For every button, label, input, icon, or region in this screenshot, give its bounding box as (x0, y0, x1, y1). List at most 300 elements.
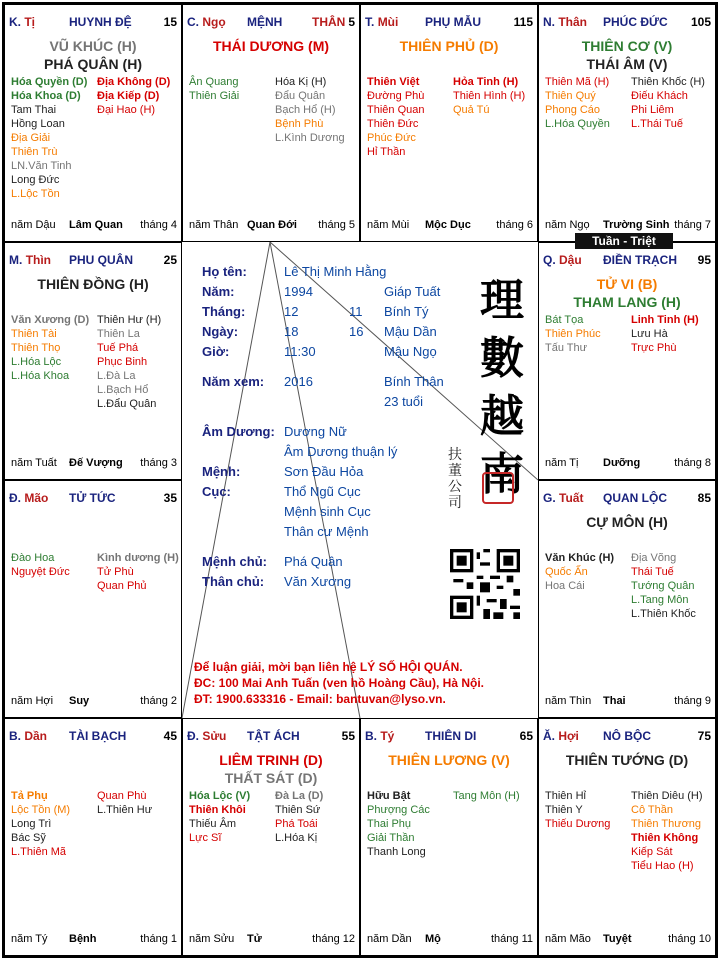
tuan-triet-badge: Tuần - Triệt (575, 233, 673, 249)
palace-footer (11, 457, 177, 471)
minor-star: Tướng Quân (631, 580, 695, 592)
main-star: THIÊN ĐỒNG (H) (37, 276, 149, 292)
palace-year: năm Ngọ (545, 219, 590, 231)
minor-star: L.Hóa Kị (275, 832, 318, 844)
palace-month: tháng 10 (668, 933, 711, 945)
minor-star: Thiếu Âm (189, 818, 237, 830)
palace-stage: Thai (603, 695, 626, 707)
palace-cell (538, 4, 716, 242)
minor-star: Thiên Không (631, 832, 699, 844)
palace-header (543, 15, 668, 29)
palace-stage: Suy (69, 695, 90, 707)
palace-stage: Bệnh (69, 933, 97, 945)
palace-stage: Trường Sinh (603, 219, 670, 231)
palace-prefix: K. (9, 15, 21, 29)
minor-star: Đại Hao (H) (97, 104, 156, 116)
main-stars (539, 275, 715, 311)
bad-stars-list (631, 313, 699, 355)
gio-value: 11:30 (284, 344, 316, 359)
palace-cell (4, 4, 182, 242)
palace-number: 105 (690, 15, 711, 29)
main-star: THÁI DƯƠNG (M) (212, 38, 330, 54)
minor-star: Thiên Y (545, 804, 583, 816)
minor-star: Địa Kiếp (D) (97, 90, 160, 102)
palace-branch: Tuất (559, 491, 584, 505)
palace-stage: Lâm Quan (69, 219, 123, 231)
minor-star: Hóa Kị (H) (275, 76, 327, 88)
nam-can-chi: Giáp Tuất (384, 284, 441, 299)
minor-star: Tiểu Hao (H) (631, 860, 694, 872)
palace-name: TỬ TỨC (69, 491, 116, 505)
than-chu-value: Văn Xương (284, 574, 352, 589)
gio-can-chi: Mậu Ngọ (384, 344, 437, 359)
palace-header (9, 491, 116, 505)
palace-number: 115 (513, 15, 533, 29)
ad-line-3: ĐT: 1900.633316 - Email: bantuvan@lyso.vn. (194, 692, 446, 706)
palace-number: 55 (341, 729, 355, 743)
minor-star: Quốc Ấn (545, 566, 588, 578)
palace-branch: Mão (24, 491, 49, 505)
palace-month: tháng 12 (312, 933, 355, 945)
palace-header (543, 491, 667, 505)
palace-prefix: Đ. (187, 729, 199, 743)
minor-star: Thiếu Dương (545, 818, 611, 830)
main-stars (539, 37, 715, 73)
palace-stage: Mộ (425, 933, 441, 945)
minor-star: Linh Tinh (H) (631, 314, 699, 326)
minor-star: Thiên Hỉ (545, 790, 586, 802)
center-panel (182, 242, 538, 718)
palace-month: tháng 11 (490, 933, 533, 945)
palace-header (365, 15, 481, 29)
minor-star: Hóa Khoa (D) (11, 90, 81, 102)
palace-name: PHÚC ĐỨC (603, 15, 668, 29)
am-duong-value: Dương Nữ (284, 424, 347, 439)
good-stars-list (189, 75, 239, 103)
good-stars-list (367, 789, 430, 859)
minor-star: Thiên La (97, 328, 140, 340)
good-stars-list (11, 551, 70, 579)
main-stars (5, 275, 181, 293)
menh-label: Mệnh: (202, 464, 241, 479)
palace-branch: Tý (380, 729, 395, 743)
palace-month: tháng 1 (140, 933, 177, 945)
main-stars (361, 751, 537, 769)
palace-branch: Ngọ (202, 15, 226, 29)
minor-star: Thiên Quý (545, 90, 596, 102)
palace-cell (538, 718, 716, 956)
palace-footer (545, 219, 711, 233)
ad-line-2: ĐC: 100 Mai Anh Tuấn (ven hồ Hoàng Cầu), Hà Nội. (194, 676, 485, 690)
main-stars (361, 37, 537, 55)
main-stars (539, 513, 715, 531)
minor-star: Đào Hoa (11, 552, 55, 564)
seal-text: 扶 董 公 司 (448, 447, 462, 511)
minor-star: L.Thái Tuế (631, 118, 683, 130)
minor-star: Cô Thần (631, 804, 673, 816)
minor-star: Hóa Quyền (D) (11, 76, 88, 88)
minor-star: Nguyệt Đức (11, 566, 70, 578)
bad-stars-list (631, 551, 696, 621)
palace-name: QUAN LỘC (603, 491, 667, 505)
good-stars-list (367, 75, 424, 159)
minor-star: Hỏa Tinh (H) (453, 76, 519, 88)
palace-stage: Quan Đới (247, 219, 297, 231)
palace-number: 75 (697, 729, 711, 743)
minor-star: Bác Sỹ (11, 832, 46, 844)
than-marker: THÂN (312, 15, 346, 29)
minor-star: Phục Binh (97, 356, 148, 368)
palace-cell (182, 718, 360, 956)
palace-name: NÔ BỘC (603, 729, 651, 743)
nam-xem-can-chi: Bính Thân (384, 374, 444, 389)
minor-star: Thiên Hư (H) (97, 314, 162, 326)
palace-month: tháng 3 (140, 457, 177, 469)
main-star: THAM LANG (H) (573, 294, 681, 310)
am-duong-ly: Âm Dương thuận lý (284, 444, 398, 459)
minor-star: L.Thiên Hư (97, 804, 153, 816)
minor-star: L.Bạch Hổ (97, 384, 149, 396)
thang-label: Tháng: (202, 304, 246, 319)
minor-star: L.Hóa Lộc (11, 356, 62, 368)
minor-star: Kiếp Sát (631, 846, 673, 858)
minor-star: Tả Phụ (11, 790, 48, 802)
palace-prefix: T. (365, 15, 375, 29)
menh-chu-value: Phá Quân (284, 554, 343, 569)
minor-star: Thiên Hình (H) (453, 90, 526, 102)
minor-star: Thiên Tài (11, 328, 57, 340)
good-stars-list (189, 789, 250, 845)
minor-star: Thiên Giải (189, 90, 240, 102)
palace-footer (545, 695, 711, 709)
minor-star: Hữu Bật (367, 790, 411, 802)
palace-cell (538, 242, 716, 480)
nam-xem-label: Năm xem: (202, 374, 265, 389)
palace-footer (11, 219, 177, 233)
minor-star: L.Thiên Mã (11, 846, 67, 858)
palace-number: 15 (163, 15, 177, 29)
minor-star: Tuế Phá (97, 342, 139, 354)
palace-year: năm Dần (367, 933, 412, 945)
palace-year: năm Thìn (545, 695, 592, 707)
minor-star: L.Đẩu Quân (97, 398, 157, 410)
palace-branch: Dần (24, 729, 48, 743)
ngay-can-chi: Mậu Dần (384, 324, 437, 339)
minor-star: Tấu Thư (545, 342, 588, 354)
minor-star: Tử Phù (97, 566, 134, 578)
palace-cell (360, 4, 538, 242)
ngay-value: 18 (284, 324, 299, 339)
palace-prefix: G. (543, 491, 556, 505)
palace-footer (545, 933, 711, 947)
palace-footer (11, 695, 177, 709)
bad-stars-list (453, 75, 525, 117)
nam-value: 1994 (284, 284, 313, 299)
palace-footer (189, 933, 355, 947)
palace-year: năm Mùi (367, 219, 410, 231)
good-stars-list (11, 313, 89, 383)
main-star: THẤT SÁT (D) (224, 770, 318, 786)
minor-star: Long Trì (11, 818, 52, 830)
minor-star: L.Hóa Khoa (11, 370, 70, 382)
good-stars-list (545, 789, 610, 831)
palace-month: tháng 7 (674, 219, 711, 231)
minor-star: L.Thiên Khốc (631, 608, 696, 620)
minor-star: Thiên Sứ (275, 804, 321, 816)
good-stars-list (11, 75, 87, 201)
palace-header (365, 729, 477, 743)
palace-header (543, 253, 677, 267)
minor-star: Hoa Cái (545, 580, 585, 592)
tuoi-value: 23 tuổi (384, 394, 424, 409)
minor-star: L.Đà La (97, 370, 136, 382)
thang-am: 11 (349, 304, 363, 319)
minor-star: Lưu Hà (631, 328, 668, 340)
good-stars-list (545, 75, 610, 131)
minor-star: LN.Văn Tinh (11, 160, 72, 172)
minor-star: Thiên Mã (H) (545, 76, 610, 88)
palace-header (187, 729, 300, 743)
palace-number: 45 (163, 729, 177, 743)
palace-prefix: Ă. (543, 729, 555, 743)
nam-label: Năm: (202, 284, 235, 299)
main-stars (183, 751, 359, 787)
palace-prefix: Đ. (9, 491, 21, 505)
ngay-label: Ngày: (202, 324, 239, 339)
palace-month: tháng 2 (140, 695, 177, 707)
menh-chu-label: Mệnh chủ: (202, 554, 267, 569)
minor-star: L.Lộc Tồn (11, 188, 60, 200)
minor-star: Hóa Lộc (V) (189, 790, 251, 802)
palace-branch: Hợi (558, 729, 579, 743)
main-star: THIÊN LƯƠNG (V) (388, 752, 510, 768)
palace-branch: Dậu (559, 253, 582, 267)
minor-star: Phá Toái (275, 818, 318, 830)
palace-header (9, 253, 134, 267)
minor-star: Bát Tọa (545, 314, 584, 326)
ho-ten-label: Họ tên: (202, 264, 247, 279)
gio-label: Giờ: (202, 344, 230, 359)
cuc-value: Thổ Ngũ Cục (284, 484, 361, 499)
good-stars-list (11, 789, 70, 859)
bad-stars-list (453, 789, 520, 803)
palace-branch: Tị (24, 15, 36, 29)
minor-star: Kình dương (H) (97, 552, 179, 564)
palace-name: THIÊN DI (425, 729, 477, 743)
minor-star: Thiên Thọ (11, 342, 61, 354)
palace-year: năm Dậu (11, 219, 56, 231)
minor-star: Đà La (D) (275, 790, 324, 802)
palace-name: ĐIỀN TRẠCH (603, 253, 677, 267)
palace-prefix: N. (543, 15, 555, 29)
main-star: LIÊM TRINH (D) (219, 752, 323, 768)
minor-star: Thanh Long (367, 846, 426, 858)
minor-star: Trực Phù (631, 342, 677, 354)
palace-name: TẬT ÁCH (247, 729, 300, 743)
minor-star: Thai Phụ (367, 818, 412, 830)
than-cu: Thân cư Mệnh (284, 524, 369, 539)
palace-branch: Mùi (377, 15, 399, 29)
minor-star: Lộc Tồn (M) (11, 804, 71, 816)
bad-stars-list (97, 75, 170, 117)
palace-footer (367, 219, 533, 233)
minor-star: Thiên Khôi (189, 804, 246, 816)
cuc-relation: Mệnh sinh Cục (284, 504, 371, 519)
palace-name: PHỤ MẪU (425, 15, 481, 29)
palace-stage: Dưỡng (603, 457, 641, 469)
minor-star: Tam Thai (11, 104, 57, 116)
palace-number: 35 (163, 491, 177, 505)
palace-branch: Thìn (25, 253, 52, 267)
main-star: THIÊN PHỦ (D) (399, 38, 499, 54)
palace-cell (360, 718, 538, 956)
minor-star: Địa Không (D) (97, 76, 171, 88)
main-stars (539, 751, 715, 769)
palace-cell (182, 4, 360, 242)
palace-number: 95 (697, 253, 711, 267)
minor-star: Văn Xương (D) (11, 314, 90, 326)
minor-star: Ân Quang (189, 76, 239, 88)
minor-star: Bạch Hổ (H) (275, 104, 336, 116)
minor-star: Thiên Khốc (H) (631, 76, 705, 88)
thang-can-chi: Bính Tý (384, 304, 429, 319)
palace-number: 65 (519, 729, 533, 743)
calligraphy-char: 理 (480, 275, 524, 326)
red-seal-icon (482, 472, 514, 504)
palace-prefix: C. (187, 15, 199, 29)
palace-stage: Tuyệt (603, 933, 632, 945)
minor-star: Thiên Đức (367, 118, 419, 130)
main-star: THÁI ÂM (V) (586, 56, 668, 72)
palace-footer (11, 933, 177, 947)
palace-footer (189, 219, 355, 233)
palace-number: 25 (163, 253, 177, 267)
bad-stars-list (631, 75, 705, 131)
palace-footer (367, 933, 533, 947)
minor-star: Phi Liêm (631, 104, 674, 116)
palace-prefix: M. (9, 253, 23, 267)
palace-cell (4, 480, 182, 718)
minor-star: Địa Võng (631, 552, 677, 564)
minor-star: Quan Phủ (97, 580, 147, 592)
palace-cell (538, 480, 716, 718)
palace-header (187, 15, 346, 29)
minor-star: Thái Tuế (631, 566, 674, 578)
minor-star: Lực Sĩ (189, 832, 222, 844)
palace-year: năm Sửu (189, 933, 235, 945)
palace-month: tháng 4 (140, 219, 177, 231)
palace-branch: Sửu (202, 729, 227, 743)
palace-year: năm Mão (545, 933, 591, 945)
ho-ten-value: Lê Thị Minh Hằng (284, 264, 387, 279)
minor-star: L.Tang Môn (631, 594, 689, 606)
main-stars (183, 37, 359, 55)
bad-stars-list (97, 551, 179, 593)
palace-month: tháng 5 (318, 219, 355, 231)
minor-star: Thiên Việt (367, 76, 420, 88)
bad-stars-list (275, 75, 345, 145)
minor-star: Bệnh Phù (275, 118, 324, 130)
minor-star: Quả Tú (453, 104, 490, 116)
calligraphy-char: 南 (480, 449, 524, 500)
minor-star: Hồng Loan (11, 118, 65, 130)
minor-star: Phúc Đức (367, 132, 416, 144)
palace-year: năm Tị (545, 457, 579, 469)
minor-star: Thiên Thương (631, 818, 702, 830)
than-chu-label: Thân chủ: (202, 574, 265, 589)
palace-footer (545, 457, 711, 471)
ad-line-1: Để luận giải, mời bạn liên hệ LÝ SỐ HỘI QUÁN. (194, 660, 463, 674)
bad-stars-list (97, 313, 161, 411)
thang-value: 12 (284, 304, 299, 319)
palace-year: năm Tý (11, 933, 48, 945)
menh-value: Sơn Đầu Hỏa (284, 464, 364, 479)
qr-code-icon[interactable] (450, 549, 520, 619)
main-star: CỰ MÔN (H) (586, 514, 668, 530)
main-star: PHÁ QUÂN (H) (44, 56, 142, 72)
minor-star: L.Kình Dương (275, 132, 345, 144)
bad-stars-list (631, 789, 703, 873)
minor-star: Giải Thần (367, 832, 415, 844)
palace-month: tháng 6 (496, 219, 533, 231)
palace-number: 5 (348, 15, 355, 29)
palace-name: TÀI BẠCH (69, 729, 127, 743)
palace-year: năm Thân (189, 219, 239, 231)
bad-stars-list (97, 789, 152, 817)
minor-star: Thiên Phúc (545, 328, 601, 340)
palace-number: 85 (697, 491, 711, 505)
minor-star: Địa Giải (11, 132, 51, 144)
palace-branch: Thân (558, 15, 588, 29)
palace-cell (4, 718, 182, 956)
minor-star: Phong Cáo (545, 104, 601, 116)
palace-prefix: Q. (543, 253, 556, 267)
minor-star: Hỉ Thần (367, 146, 406, 158)
good-stars-list (545, 313, 601, 355)
cuc-label: Cục: (202, 484, 231, 499)
ngay-am: 16 (349, 324, 364, 339)
minor-star: Điếu Khách (631, 90, 688, 102)
calligraphy-logo (472, 272, 532, 504)
minor-star: L.Hóa Quyền (545, 118, 610, 130)
palace-name: HUYNH ĐỆ (69, 15, 132, 29)
minor-star: Quan Phù (97, 790, 147, 802)
bad-stars-list (275, 789, 323, 845)
main-star: VŨ KHÚC (H) (49, 38, 137, 54)
minor-star: Đẩu Quân (275, 90, 326, 102)
main-star: TỬ VI (B) (596, 276, 658, 292)
palace-month: tháng 8 (674, 457, 711, 469)
calligraphy-char: 數 (480, 333, 524, 384)
palace-year: năm Tuất (11, 457, 57, 469)
palace-header (9, 729, 127, 743)
main-stars (5, 37, 181, 73)
minor-star: Thiên Diêu (H) (631, 790, 703, 802)
minor-star: Đường Phù (367, 90, 425, 102)
minor-star: Tang Môn (H) (453, 790, 520, 802)
calligraphy-char: 越 (480, 391, 524, 442)
palace-cell (4, 242, 182, 480)
palace-stage: Tử (247, 933, 262, 945)
palace-stage: Mộc Dục (425, 219, 471, 231)
nam-xem-value: 2016 (284, 374, 313, 389)
good-stars-list (545, 551, 614, 593)
palace-prefix: B. (365, 729, 377, 743)
minor-star: Phượng Các (367, 804, 430, 816)
palace-prefix: B. (9, 729, 21, 743)
am-duong-label: Âm Dương: (202, 424, 275, 439)
minor-star: Long Đức (11, 174, 60, 186)
